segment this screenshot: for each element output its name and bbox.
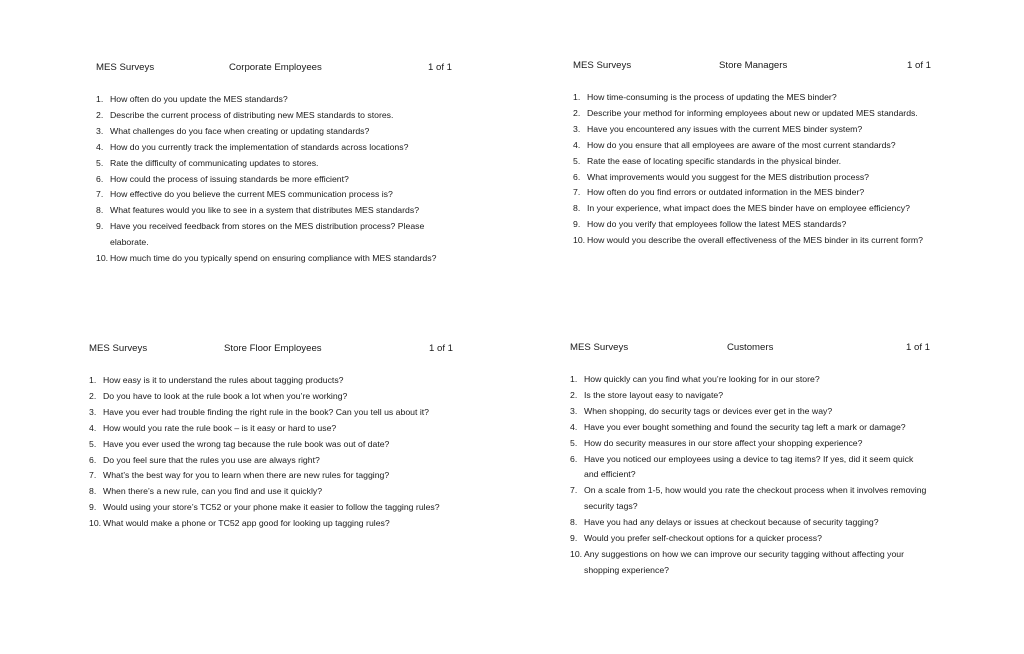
question-text: How quickly can you find what you’re looking for in our store? [584, 374, 820, 384]
question-text: Describe the current process of distributing new MES standards to stores. [110, 109, 394, 120]
question-number: 3. [570, 405, 578, 416]
question-item [573, 201, 933, 217]
question-text: In your experience, what impact does the MES binder have on employee efficiency? [587, 203, 910, 214]
question-number: 6. [89, 454, 97, 465]
question-text: Have you noticed our employees using a device to tag items? If yes, did it seem quick and efficient? [584, 453, 914, 480]
question-number: 5. [89, 438, 97, 449]
survey-brand: MES Surveys [570, 342, 629, 353]
question-text: Have you ever bought something and found the security tag left a mark or damage? [584, 421, 906, 432]
question-text: How could the process of issuing standards be more efficient? [110, 173, 349, 184]
survey-store-floor-employees [89, 343, 454, 532]
survey-customers [570, 342, 930, 579]
question-text: What improvements would you suggest for the MES distribution process? [587, 171, 869, 182]
question-number: 2. [96, 109, 104, 120]
question-list [89, 373, 449, 532]
question-item [570, 372, 930, 388]
question-item [96, 219, 456, 251]
question-item [96, 124, 456, 140]
question-text: How would you rate the rule book – is it easy or hard to use? [103, 422, 337, 433]
survey-corporate-employees [96, 62, 456, 267]
question-item [573, 170, 933, 186]
question-number: 3. [89, 406, 97, 417]
question-text: Rate the ease of locating specific standards in the physical binder. [587, 155, 842, 166]
question-number: 9. [570, 533, 578, 544]
question-number: 4. [96, 141, 104, 152]
question-item [573, 185, 933, 201]
question-number: 8. [89, 486, 97, 497]
survey-audience: Store Managers [719, 60, 788, 71]
question-number: 8. [96, 205, 104, 216]
question-text: How much time do you typically spend on ensuring compliance with MES standards? [110, 253, 437, 264]
question-item [573, 90, 933, 106]
question-item [89, 421, 449, 437]
survey-brand: MES Surveys [96, 62, 155, 73]
question-item [96, 108, 456, 124]
page-indicator: 1 of 1 [429, 343, 454, 354]
question-text: How effective do you believe the current MES communication process is? [110, 189, 393, 200]
question-text: When there’s a new rule, can you find and use it quickly? [103, 486, 323, 497]
question-item [89, 373, 449, 389]
question-item [89, 500, 449, 516]
question-number: 10. [573, 235, 586, 246]
question-number: 5. [96, 157, 104, 168]
question-text: Describe your method for informing employees about new or updated MES standards. [587, 107, 918, 118]
question-item [570, 452, 930, 484]
question-number: 1. [96, 94, 104, 104]
question-list [573, 90, 933, 249]
question-item [96, 92, 456, 108]
question-number: 6. [96, 173, 104, 184]
question-text: What features would you like to see in a system that distributes MES standards? [110, 205, 420, 216]
question-item [89, 453, 449, 469]
question-number: 9. [89, 502, 97, 513]
question-text: Have you encountered any issues with the current MES binder system? [587, 123, 863, 134]
question-number: 3. [573, 123, 581, 134]
question-number: 6. [570, 453, 578, 464]
survey-audience: Customers [727, 342, 774, 353]
question-number: 10. [96, 253, 109, 264]
question-text: How do you verify that employees follow the latest MES standards? [587, 219, 847, 230]
question-number: 4. [570, 421, 578, 432]
question-number: 3. [96, 125, 104, 136]
survey-audience: Store Floor Employees [224, 343, 322, 354]
question-number: 4. [573, 139, 581, 150]
survey-brand: MES Surveys [573, 60, 632, 71]
question-number: 1. [570, 374, 578, 384]
question-number: 1. [573, 92, 581, 102]
survey-audience: Corporate Employees [229, 62, 322, 73]
question-number: 8. [570, 517, 578, 528]
question-list [570, 372, 930, 579]
question-item [570, 420, 930, 436]
question-number: 2. [570, 389, 578, 400]
question-item [89, 468, 449, 484]
question-item [570, 515, 930, 531]
question-text: How do security measures in our store affect your shopping experience? [584, 437, 863, 448]
question-text: Would you prefer self-checkout options for a quicker process? [584, 533, 822, 544]
question-item [89, 437, 449, 453]
survey-header [96, 62, 456, 76]
question-number: 10. [570, 548, 583, 559]
question-text: Have you received feedback from stores on the MES distribution process? Please elaborate. [110, 221, 425, 248]
question-number: 5. [570, 437, 578, 448]
question-text: Rate the difficulty of communicating updates to stores. [110, 157, 319, 168]
question-item [570, 388, 930, 404]
question-text: How time-consuming is the process of updating the MES binder? [587, 92, 837, 102]
question-item [570, 531, 930, 547]
survey-header [89, 343, 454, 357]
question-item [96, 172, 456, 188]
question-number: 7. [570, 485, 578, 496]
question-item [96, 140, 456, 156]
question-text: How do you ensure that all employees are aware of the most current standards? [587, 139, 896, 150]
question-text: How often do you update the MES standards? [110, 94, 288, 104]
question-item [573, 138, 933, 154]
question-number: 9. [573, 219, 581, 230]
question-text: What would make a phone or TC52 app good for looking up tagging rules? [103, 518, 390, 529]
question-text: How do you currently track the implementation of standards across locations? [110, 141, 409, 152]
question-text: Would using your store’s TC52 or your phone make it easier to follow the tagging rules? [103, 502, 440, 513]
question-number: 8. [573, 203, 581, 214]
question-item [96, 187, 456, 203]
question-text: Do you have to look at the rule book a lot when you’re working? [103, 390, 348, 401]
survey-header [570, 342, 930, 356]
question-text: Have you ever used the wrong tag because the rule book was out of date? [103, 438, 390, 449]
question-text: Is the store layout easy to navigate? [584, 389, 724, 400]
question-item [570, 547, 930, 579]
question-item [570, 436, 930, 452]
question-number: 1. [89, 375, 97, 385]
question-text: What challenges do you face when creating or updating standards? [110, 125, 370, 136]
question-text: How would you describe the overall effectiveness of the MES binder in its current form? [587, 235, 923, 246]
question-item [96, 203, 456, 219]
survey-brand: MES Surveys [89, 343, 148, 354]
question-text: Have you had any delays or issues at checkout because of security tagging? [584, 517, 879, 528]
question-text: What’s the best way for you to learn when there are new rules for tagging? [103, 470, 390, 481]
question-number: 7. [573, 187, 581, 198]
question-number: 2. [573, 107, 581, 118]
page-indicator: 1 of 1 [906, 342, 931, 353]
question-item [570, 483, 930, 515]
question-item [573, 217, 933, 233]
survey-header [573, 60, 933, 74]
question-item [96, 156, 456, 172]
question-number: 5. [573, 155, 581, 166]
question-text: Do you feel sure that the rules you use are always right? [103, 454, 320, 465]
question-item [573, 106, 933, 122]
question-item [573, 233, 933, 249]
question-text: On a scale from 1-5, how would you rate the checkout process when it involves removing security tags? [584, 485, 927, 512]
question-item [573, 154, 933, 170]
question-number: 2. [89, 390, 97, 401]
question-number: 7. [89, 470, 97, 481]
survey-store-managers [573, 60, 933, 249]
question-number: 7. [96, 189, 104, 200]
question-text: Have you ever had trouble finding the right rule in the book? Can you tell us about it? [103, 406, 429, 417]
question-item [89, 516, 449, 532]
question-item [96, 251, 456, 267]
question-item [89, 389, 449, 405]
question-number: 10. [89, 518, 102, 529]
page-indicator: 1 of 1 [907, 60, 932, 71]
question-number: 9. [96, 221, 104, 232]
question-text: How often do you find errors or outdated information in the MES binder? [587, 187, 865, 198]
question-item [573, 122, 933, 138]
question-item [89, 405, 449, 421]
question-text: Any suggestions on how we can improve our security tagging without affecting your shopping experience? [584, 548, 905, 575]
question-text: When shopping, do security tags or devices ever get in the way? [584, 405, 833, 416]
question-item [570, 404, 930, 420]
question-list [96, 92, 456, 267]
page-indicator: 1 of 1 [428, 62, 453, 73]
question-number: 4. [89, 422, 97, 433]
question-item [89, 484, 449, 500]
question-number: 6. [573, 171, 581, 182]
question-text: How easy is it to understand the rules about tagging products? [103, 375, 344, 385]
